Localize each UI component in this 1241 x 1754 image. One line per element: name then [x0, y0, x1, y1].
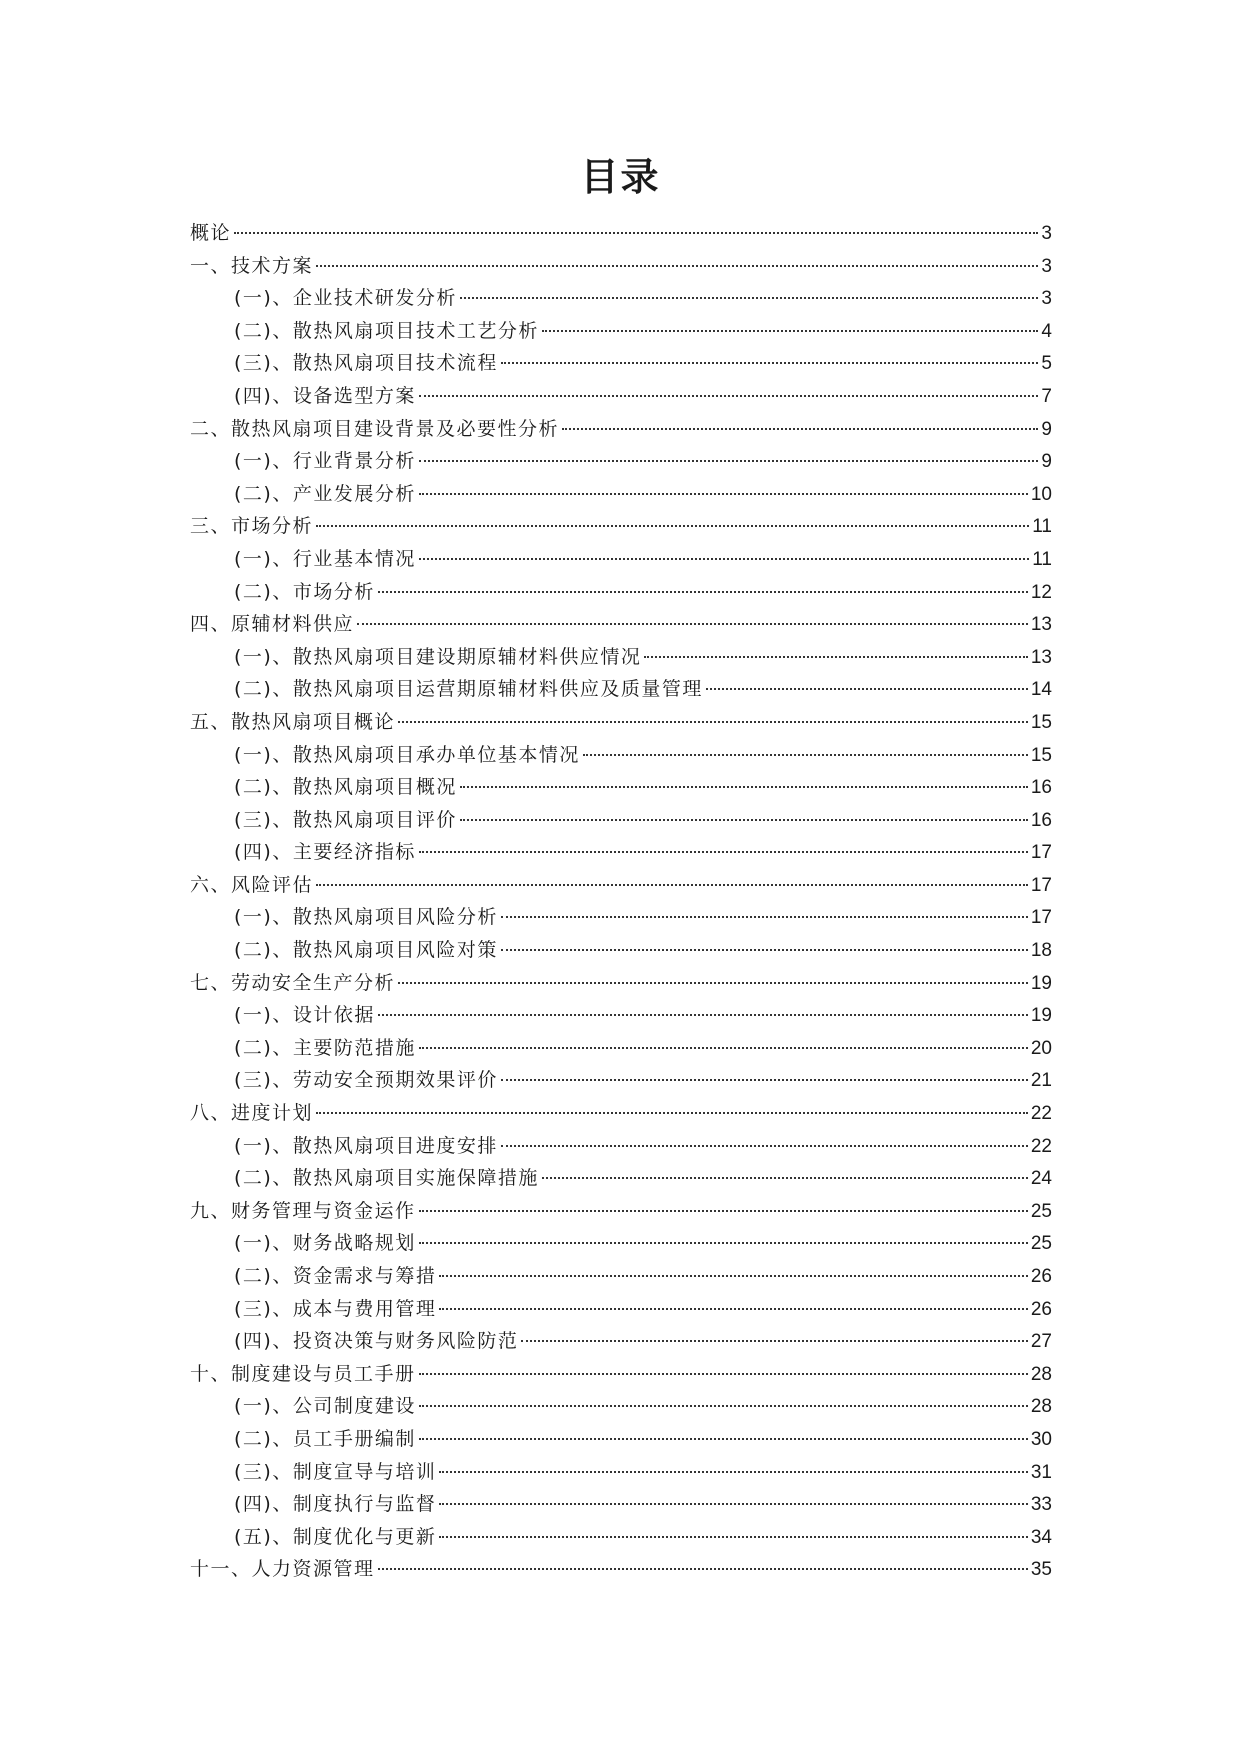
toc-entry-label: 二、散热风扇项目建设背景及必要性分析 [190, 417, 560, 440]
toc-dot-leader [234, 232, 1038, 234]
toc-entry-page-number: 3 [1041, 288, 1052, 310]
toc-entry-label: (一)、行业背景分析 [234, 450, 416, 473]
toc-dot-leader [316, 265, 1038, 267]
toc-entry-section[interactable] [190, 1390, 1052, 1423]
toc-entry-label: (二)、主要防范措施 [234, 1036, 416, 1059]
toc-entry-section[interactable] [190, 1293, 1052, 1326]
toc-dot-leader [501, 916, 1028, 918]
toc-entry-page-number: 25 [1030, 1200, 1052, 1222]
toc-entry-label: 十、制度建设与员工手册 [190, 1362, 416, 1385]
toc-entry-section[interactable] [190, 1162, 1052, 1195]
toc-entry-page-number: 22 [1030, 1135, 1052, 1157]
toc-entry-label: (四)、主要经济指标 [234, 841, 416, 864]
toc-entry-chapter[interactable] [190, 608, 1052, 641]
toc-entry-page-number: 16 [1030, 809, 1052, 831]
toc-entry-page-number: 19 [1030, 1005, 1052, 1027]
toc-entry-label: 一、技术方案 [190, 254, 314, 277]
toc-entry-page-number: 12 [1030, 581, 1052, 603]
toc-entry-label: (二)、散热风扇项目运营期原辅材料供应及质量管理 [234, 678, 703, 701]
toc-entry-page-number: 4 [1041, 320, 1052, 342]
toc-dot-leader [419, 395, 1039, 397]
toc-entry-page-number: 13 [1030, 646, 1052, 668]
toc-entry-section[interactable] [190, 1064, 1052, 1097]
toc-entry-page-number: 31 [1030, 1461, 1052, 1483]
toc-entry-page-number: 5 [1041, 353, 1052, 375]
toc-entry-page-number: 35 [1030, 1559, 1052, 1581]
toc-entry-page-number: 30 [1030, 1428, 1052, 1450]
toc-entry-section[interactable] [190, 1032, 1052, 1065]
toc-entry-label: (二)、散热风扇项目实施保障措施 [234, 1167, 539, 1190]
toc-entry-section[interactable] [190, 1260, 1052, 1293]
toc-entry-chapter[interactable] [190, 217, 1052, 250]
toc-dot-leader [378, 1568, 1028, 1570]
toc-entry-label: (一)、散热风扇项目进度安排 [234, 1134, 498, 1157]
toc-entry-section[interactable] [190, 282, 1052, 315]
toc-entry-chapter[interactable] [190, 1097, 1052, 1130]
toc-entry-page-number: 21 [1030, 1070, 1052, 1092]
toc-entry-chapter[interactable] [190, 1358, 1052, 1391]
toc-entry-section[interactable] [190, 1325, 1052, 1358]
toc-entry-page-number: 11 [1032, 516, 1052, 538]
toc-dot-leader [501, 949, 1028, 951]
toc-entry-section[interactable] [190, 999, 1052, 1032]
toc-entry-label: 九、财务管理与资金运作 [190, 1199, 416, 1222]
toc-entry-section[interactable] [190, 1130, 1052, 1163]
toc-entry-chapter[interactable] [190, 250, 1052, 283]
toc-dot-leader [316, 1112, 1028, 1114]
toc-entry-chapter[interactable] [190, 1553, 1052, 1586]
toc-entry-page-number: 19 [1030, 972, 1052, 994]
toc-entry-page-number: 7 [1041, 385, 1052, 407]
toc-dot-leader [439, 1275, 1028, 1277]
toc-entry-section[interactable] [190, 1423, 1052, 1456]
toc-entry-label: 四、原辅材料供应 [190, 613, 355, 636]
toc-entry-page-number: 22 [1030, 1103, 1052, 1125]
toc-dot-leader [357, 623, 1028, 625]
toc-entry-label: (二)、产业发展分析 [234, 482, 416, 505]
toc-entry-chapter[interactable] [190, 967, 1052, 1000]
toc-dot-leader [706, 688, 1028, 690]
toc-entry-label: (一)、企业技术研发分析 [234, 287, 457, 310]
toc-dot-leader [378, 1014, 1028, 1016]
toc-dot-leader [419, 1210, 1028, 1212]
toc-entry-section[interactable] [190, 1227, 1052, 1260]
toc-entry-page-number: 28 [1030, 1396, 1052, 1418]
toc-entry-page-number: 3 [1041, 255, 1052, 277]
toc-entry-label: (一)、散热风扇项目建设期原辅材料供应情况 [234, 645, 642, 668]
toc-dot-leader [419, 460, 1039, 462]
toc-entry-page-number: 11 [1032, 548, 1052, 570]
toc-entry-section[interactable] [190, 836, 1052, 869]
toc-dot-leader [542, 1177, 1028, 1179]
toc-entry-label: 概论 [190, 222, 232, 244]
toc-entry-chapter[interactable] [190, 1195, 1052, 1228]
toc-entry-page-number: 33 [1030, 1494, 1052, 1516]
toc-entry-section[interactable] [190, 380, 1052, 413]
toc-entry-label: (五)、制度优化与更新 [234, 1525, 437, 1548]
toc-entry-label: (一)、散热风扇项目承办单位基本情况 [234, 743, 580, 766]
toc-entry-label: (一)、设计依据 [234, 1004, 375, 1027]
toc-entry-page-number: 15 [1030, 744, 1052, 766]
toc-dot-leader [439, 1536, 1028, 1538]
toc-dot-leader [644, 656, 1028, 658]
toc-entry-page-number: 20 [1030, 1037, 1052, 1059]
toc-entry-label: (三)、散热风扇项目评价 [234, 808, 457, 831]
toc-entry-label: (四)、制度执行与监督 [234, 1493, 437, 1516]
toc-entry-page-number: 26 [1030, 1298, 1052, 1320]
toc-dot-leader [419, 1438, 1028, 1440]
toc-entry-label: 六、风险评估 [190, 873, 314, 896]
toc-dot-leader [439, 1503, 1028, 1505]
toc-entry-page-number: 26 [1030, 1266, 1052, 1287]
toc-entry-page-number: 18 [1030, 940, 1052, 962]
toc-title: 目录 [580, 155, 661, 199]
toc-dot-leader [521, 1340, 1028, 1342]
toc-entry-section[interactable] [190, 478, 1052, 511]
toc-dot-leader [501, 362, 1039, 364]
toc-entry-page-number: 13 [1030, 614, 1052, 636]
toc-entry-label: (三)、制度宣导与培训 [234, 1460, 437, 1483]
toc-entry-label: 八、进度计划 [190, 1102, 314, 1125]
toc-entry-page-number: 17 [1030, 907, 1052, 929]
toc-entry-page-number: 9 [1041, 451, 1052, 473]
toc-entry-section[interactable] [190, 934, 1052, 967]
toc-entry-label: (三)、散热风扇项目技术流程 [234, 352, 498, 375]
toc-dot-leader [419, 851, 1028, 853]
toc-entry-label: (一)、散热风扇项目风险分析 [234, 906, 498, 929]
toc-dot-leader [419, 558, 1029, 560]
toc-dot-leader [419, 1405, 1028, 1407]
toc-entry-chapter[interactable] [190, 510, 1052, 543]
toc-dot-leader [378, 591, 1028, 593]
toc-entry-label: (一)、行业基本情况 [234, 547, 416, 570]
toc-entry-page-number: 10 [1030, 483, 1052, 505]
toc-dot-leader [439, 1471, 1028, 1473]
toc-dot-leader [398, 721, 1028, 723]
toc-entry-page-number: 28 [1030, 1363, 1052, 1385]
toc-dot-leader [583, 754, 1028, 756]
toc-entry-section[interactable] [190, 673, 1052, 706]
toc-entry-page-number: 14 [1030, 679, 1052, 701]
toc-entry-page-number: 16 [1030, 777, 1052, 799]
toc-entry-label: (二)、资金需求与筹措 [234, 1265, 437, 1287]
toc-entry-page-number: 3 [1041, 223, 1052, 244]
toc-dot-leader [419, 493, 1028, 495]
toc-entry-section[interactable] [190, 315, 1052, 348]
toc-dot-leader [501, 1145, 1028, 1147]
toc-dot-leader [460, 819, 1028, 821]
toc-entry-label: 十一、人力资源管理 [190, 1558, 375, 1581]
toc-entry-page-number: 15 [1030, 711, 1052, 733]
toc-entry-section[interactable] [190, 771, 1052, 804]
toc-entry-section[interactable] [190, 804, 1052, 837]
toc-dot-leader [419, 1047, 1028, 1049]
toc-entry-label: (三)、成本与费用管理 [234, 1297, 437, 1320]
toc-entry-label: (二)、散热风扇项目风险对策 [234, 939, 498, 962]
toc-dot-leader [501, 1079, 1028, 1081]
toc-entry-page-number: 17 [1030, 842, 1052, 864]
toc-entry-section[interactable] [190, 901, 1052, 934]
toc-dot-leader [419, 1242, 1028, 1244]
toc-entry-label: (三)、劳动安全预期效果评价 [234, 1069, 498, 1092]
toc-list [190, 217, 1052, 1586]
toc-entry-label: 五、散热风扇项目概论 [190, 710, 396, 733]
toc-dot-leader [439, 1308, 1028, 1310]
toc-entry-page-number: 9 [1041, 418, 1052, 440]
toc-entry-label: (二)、散热风扇项目概况 [234, 776, 457, 799]
toc-dot-leader [542, 330, 1039, 332]
toc-entry-page-number: 34 [1030, 1526, 1052, 1548]
toc-entry-label: (二)、员工手册编制 [234, 1427, 416, 1450]
toc-entry-label: (一)、财务战略规划 [234, 1232, 416, 1255]
toc-entry-section[interactable] [190, 739, 1052, 772]
toc-entry-section[interactable] [190, 576, 1052, 609]
toc-entry-chapter[interactable] [190, 706, 1052, 739]
toc-entry-section[interactable] [190, 543, 1052, 576]
toc-entry-page-number: 27 [1030, 1331, 1052, 1353]
toc-entry-label: 三、市场分析 [190, 515, 314, 538]
toc-entry-section[interactable] [190, 347, 1052, 380]
toc-entry-section[interactable] [190, 1521, 1052, 1554]
toc-entry-chapter[interactable] [190, 413, 1052, 446]
toc-entry-page-number: 17 [1030, 874, 1052, 896]
toc-dot-leader [398, 982, 1028, 984]
toc-entry-label: 七、劳动安全生产分析 [190, 971, 396, 994]
toc-dot-leader [316, 525, 1029, 527]
toc-entry-label: (二)、散热风扇项目技术工艺分析 [234, 319, 539, 342]
toc-entry-chapter[interactable] [190, 869, 1052, 902]
toc-entry-page-number: 24 [1030, 1168, 1052, 1190]
toc-entry-label: (四)、设备选型方案 [234, 384, 416, 407]
toc-entry-page-number: 25 [1030, 1233, 1052, 1255]
toc-dot-leader [316, 884, 1028, 886]
toc-entry-section[interactable] [190, 445, 1052, 478]
toc-entry-label: (一)、公司制度建设 [234, 1395, 416, 1418]
toc-dot-leader [460, 297, 1039, 299]
toc-dot-leader [562, 428, 1038, 430]
toc-entry-section[interactable] [190, 1488, 1052, 1521]
toc-entry-section[interactable] [190, 1456, 1052, 1489]
toc-entry-label: (四)、投资决策与财务风险防范 [234, 1330, 519, 1353]
toc-entry-section[interactable] [190, 641, 1052, 674]
toc-dot-leader [419, 1373, 1028, 1375]
toc-dot-leader [460, 786, 1028, 788]
toc-entry-label: (二)、市场分析 [234, 580, 375, 603]
